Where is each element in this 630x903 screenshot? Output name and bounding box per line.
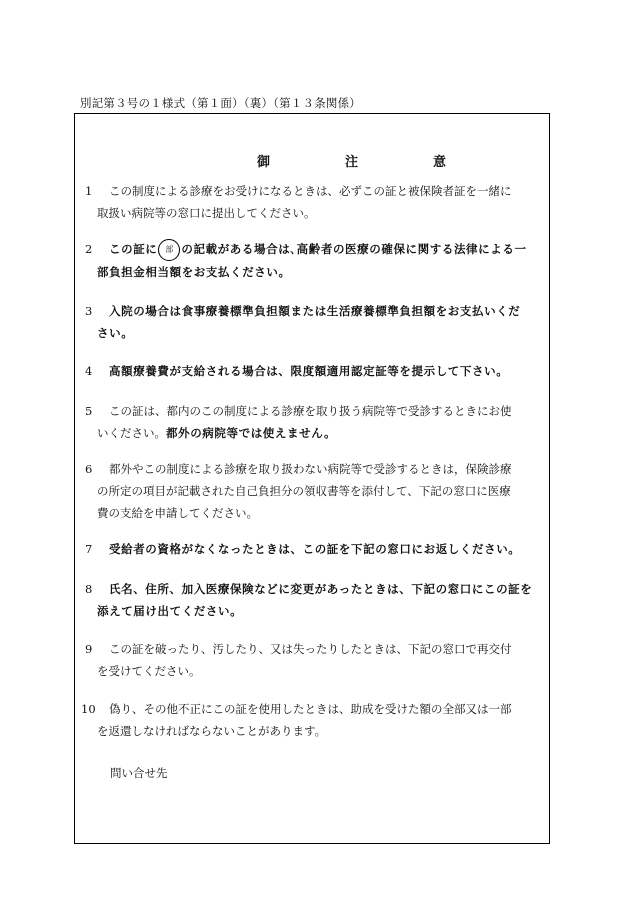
item-number: 9 (85, 642, 93, 656)
list-item (85, 238, 543, 283)
item-text-line: の所定の項目が記載された自己負担分の領収書等を添付して、下記の窓口に医療 (97, 484, 511, 498)
list-item (85, 458, 543, 524)
item-text-line: 都外やこの制度による診療を取り扱わない病院等で受診するときは，保険診療 (109, 462, 512, 476)
item-number: 10 (81, 702, 96, 716)
item-number: 4 (85, 364, 93, 378)
circled-mark: 部 (158, 239, 180, 261)
page-title: 御 注 意 (257, 155, 478, 170)
list-item (81, 698, 543, 742)
item-number: 7 (85, 542, 93, 556)
contact-label: 問い合せ先 (110, 766, 168, 780)
item-text-line: 高額療養費が支給される場合は、限度額適用認定証等を提示して下さい。 (109, 364, 509, 378)
list-item (85, 180, 543, 224)
item-text: の記載がある場合は､高齢者の医療の確保に関する法律による一 (181, 242, 527, 256)
item-text-line: 添えて届け出てください。 (97, 604, 243, 618)
list-item (85, 638, 543, 682)
item-text-line: 偽り、その他不正にこの証を使用したときは、助成を受けた額の全部又は一部 (109, 702, 512, 716)
item-text-line: この証は、都内のこの制度による診療を取り扱う病院等で受診するときにお使 (109, 404, 512, 418)
list-item (85, 400, 543, 444)
item-text-line: さい。 (97, 326, 134, 340)
item-text-line: 費の支給を申請してください。 (97, 506, 258, 520)
list-item (85, 300, 543, 344)
item-text-bold: 都外の病院等では使えません。 (166, 426, 337, 440)
item-text-line: 部負担金相当額をお支払ください。 (97, 264, 291, 279)
form-header: 別記第３号の１様式（第１面）（裏）（第１３条関係） (80, 96, 361, 110)
item-text-line: 取扱い病院等の窓口に提出してください。 (97, 206, 316, 220)
list-item (85, 538, 543, 560)
item-text-line: を受けてください。 (97, 664, 201, 678)
item-text-line: 氏名、住所、加入医療保険などに変更があったときは、下記の窓口にこの証を (109, 582, 533, 596)
item-number: 8 (85, 582, 93, 596)
item-number: 6 (85, 462, 93, 476)
item-text: いください。 (97, 426, 166, 440)
list-item (85, 360, 543, 382)
item-text-line: を返還しなければならないことがあります。 (97, 724, 327, 738)
list-item (85, 578, 543, 622)
item-number: 1 (85, 184, 93, 198)
item-text: この証に (109, 242, 158, 256)
item-text-line: この制度による診療をお受けになるときは、必ずこの証と被保険者証を一緒に (109, 184, 512, 198)
item-number: 5 (85, 404, 93, 418)
item-text-line: 入院の場合は食事療養標準負担額または生活療養標準負担額をお支払いくだ (109, 304, 521, 318)
item-text-line: 受給者の資格がなくなったときは、この証を下記の窓口にお返しください。 (109, 542, 521, 556)
item-text-line: この証を破ったり、汚したり、又は失ったりしたときは、下記の窓口で再交付 (109, 642, 512, 656)
item-number: 2 (85, 242, 93, 256)
item-number: 3 (85, 304, 93, 318)
